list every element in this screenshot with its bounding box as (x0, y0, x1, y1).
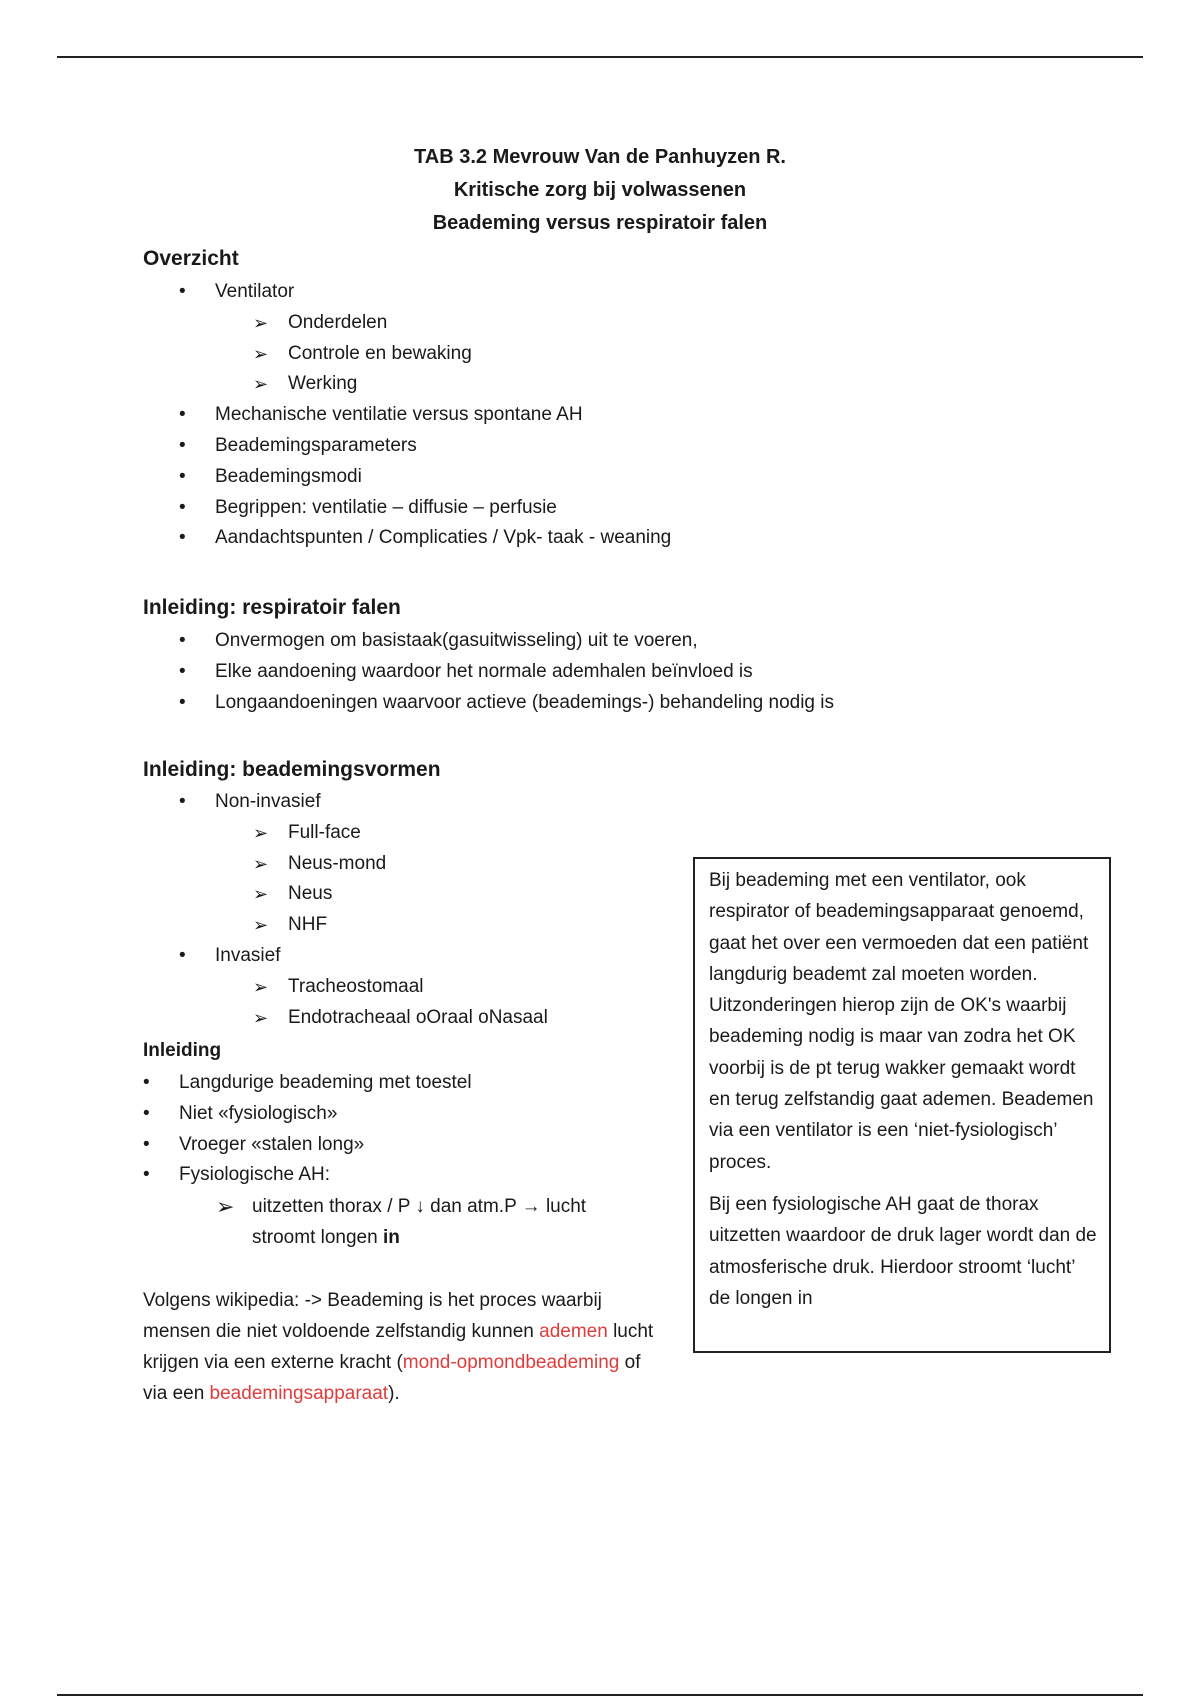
arrow-bullet-icon: ➢ (216, 1194, 235, 1219)
list-item: • Longaandoeningen waarvoor actieve (beademings-) behandeling nodig is (143, 688, 834, 719)
title-line-3: Beademing versus respiratoir falen (432, 212, 768, 234)
inleiding-list (143, 1068, 472, 1191)
note-box (693, 857, 1111, 1353)
title-line-1: TAB 3.2 Mevrouw Van de Panhuyzen R. (414, 146, 786, 168)
list-item: • Beademingsmodi (143, 462, 671, 493)
fysio-text (252, 1192, 636, 1253)
fysio-bold-word: in (382, 1226, 400, 1248)
list-subitem: ➢ Tracheostomaal (143, 972, 548, 1003)
link-mond-op-mondbeademing[interactable]: mond-opmondbeademing (402, 1352, 620, 1373)
link-ademen[interactable]: ademen (539, 1321, 608, 1342)
list-subitem: ➢ Controle en bewaking (143, 339, 671, 370)
list-item: • Onvermogen om basistaak(gasuitwisseling) uit te voeren, (143, 626, 834, 657)
wiki-text: Volgens wikipedia: -> Beademing is het proces waarbij mensen die niet voldoende zelfstandig kunnen (143, 1290, 602, 1342)
fysiologische-ah-detail (216, 1192, 636, 1253)
header-rule (57, 56, 1143, 58)
wiki-text: lucht krijgen via een externe kracht ( (143, 1321, 654, 1373)
fysio-line-1: uitzetten thorax / P ↓ dan atm.P → lucht (252, 1196, 587, 1217)
list-item: • Vroeger «stalen long» (143, 1130, 472, 1161)
list-item: • Invasief (143, 941, 548, 972)
note-paragraph-1: Bij beademing met een ventilator, ook respirator of beademingsapparaat genoemd, gaat het over een vermoeden dat een patiënt langdurig beademt zal moeten worden. Uitzonderingen hierop zijn de OK's waarbij beademing nodig is maar van zodra het OK voorbij is de pt terug wakker gemaakt wordt en terug zelfstandig gaat ademen. Beademen via een ventilator is een ‘niet-fysiologisch’ proces. (709, 870, 1094, 1173)
heading-respiratoir-falen: Inleiding: respiratoir falen (143, 596, 401, 619)
list-subitem: ➢ Neus (143, 879, 548, 910)
fysio-line-2: stroomt longen (252, 1226, 383, 1248)
link-beademingsapparaat[interactable]: beademingsapparaat (209, 1383, 389, 1404)
list-item: • Begrippen: ventilatie – diffusie – perfusie (143, 493, 671, 524)
respiratoir-list (143, 626, 834, 718)
list-subitem: ➢ Full-face (143, 818, 548, 849)
heading-inleiding: Inleiding (143, 1040, 222, 1061)
list-item: • Elke aandoening waardoor het normale ademhalen beïnvloed is (143, 657, 834, 688)
list-subitem: ➢ Neus-mond (143, 849, 548, 880)
list-item: • Beademingsparameters (143, 431, 671, 462)
heading-overzicht: Overzicht (143, 247, 239, 270)
list-subitem: ➢ Onderdelen (143, 308, 671, 339)
list-item: • Non-invasief (143, 787, 548, 818)
list-subitem: ➢ NHF (143, 910, 548, 941)
list-item: • Fysiologische AH: (143, 1160, 472, 1191)
list-item: • Niet «fysiologisch» (143, 1099, 472, 1130)
wiki-text: ). (388, 1383, 400, 1404)
title-line-2: Kritische zorg bij volwassenen (453, 179, 747, 201)
list-item: • Langdurige beademing met toestel (143, 1068, 472, 1099)
wikipedia-paragraph (143, 1285, 663, 1409)
list-subitem: ➢ Endotracheaal oOraal oNasaal (143, 1003, 548, 1034)
heading-beademingsvormen: Inleiding: beademingsvormen (143, 758, 441, 781)
footer-rule (57, 1694, 1143, 1696)
note-paragraph-2: Bij een fysiologische AH gaat de thorax uitzetten waardoor de druk lager wordt dan de atmosferische druk. Hierdoor stroomt ‘lucht’ de longen in (709, 1193, 1097, 1309)
list-item: • Ventilator (143, 277, 671, 308)
beademingsvormen-list (143, 787, 548, 1033)
list-item: • Mechanische ventilatie versus spontane AH (143, 400, 671, 431)
overzicht-list (143, 277, 671, 554)
document-title-block (0, 141, 1200, 240)
list-subitem: ➢ Werking (143, 369, 671, 400)
wiki-text: of via een (143, 1352, 641, 1404)
list-item: • Aandachtspunten / Complicaties / Vpk- taak - weaning (143, 523, 671, 554)
